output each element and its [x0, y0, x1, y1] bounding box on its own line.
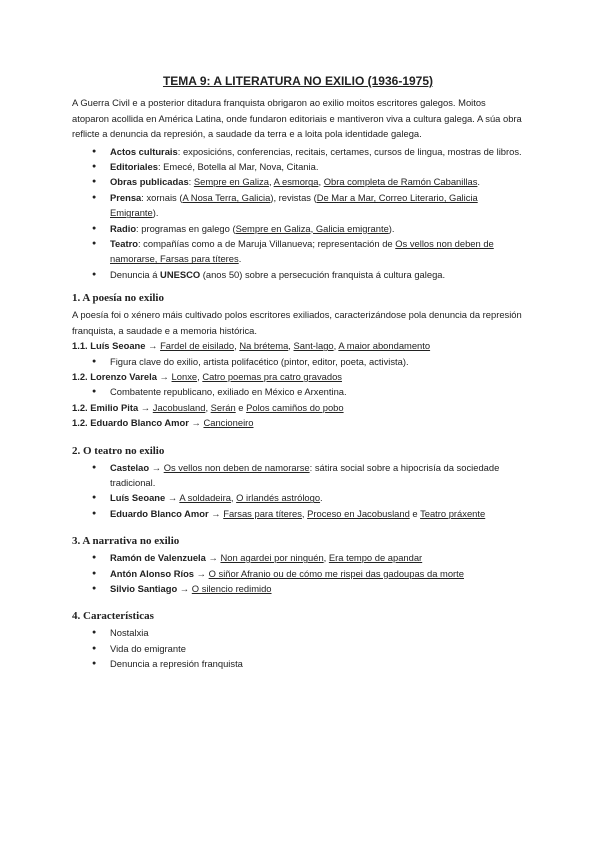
work-title: Jacobusland: [152, 401, 206, 413]
work-title: Polos camiños do pobo: [246, 401, 344, 413]
list-item: ● Denuncia a represión franquista: [110, 656, 524, 671]
list-item: ● Teatro: compañías como a de Maruja Villanueva; representación de Os vellos non deben de namorarse, Farsas para títeres.: [110, 236, 524, 267]
teatro-list: [72, 460, 524, 522]
narrativa-list: [72, 550, 524, 596]
work-title: A maior abondamento: [338, 340, 431, 352]
section-heading: 4. Características: [72, 610, 154, 623]
work-title: Serán: [210, 401, 236, 413]
intro-paragraph: A Guerra Civil e a posterior ditadura franquista obrigaron ao exilio moitos escritores galegos. Moitos atoparon acollida en América Latina, onde fundaron editoriais e mantiveron viva a cultura galega. A súa obra reflicte a denuncia da represión, a saudade da terra e a loita pola identidade galega.: [72, 97, 522, 140]
author-name: Lorenzo Varela: [90, 370, 157, 382]
list-item: ● Vida do emigrante: [110, 641, 524, 656]
author-line: 1.1. Luís Seoane → Fardel de eisilado, Na brétema, Sant-lago, A maior abondamento: [72, 340, 431, 352]
work-title: Proceso en Jacobusland: [307, 507, 410, 519]
caracteristicas-list: [72, 625, 524, 671]
list-item: ● Ramón de Valenzuela → Non agardei por ninguén, Era tempo de apandar: [110, 550, 524, 565]
work-title: O irlandés astrólogo: [236, 492, 321, 504]
list-item: ● Prensa: xornais (A Nosa Terra, Galicia), revistas (De Mar a Mar, Correo Literario, Galicia Emigrante).: [110, 190, 524, 221]
section-heading: 1. A poesía no exilio: [72, 292, 164, 305]
work-title: Non agardei por ninguén: [220, 552, 324, 564]
author-name: Emilio Pita: [90, 401, 139, 413]
work-title: Sempre en Galiza: [193, 176, 269, 188]
section-heading: 2. O teatro no exilio: [72, 444, 165, 457]
author-notes: [72, 384, 524, 399]
author-line: 1.2. Emilio Pita → Jacobusland, Serán e Polos camiños do pobo: [72, 401, 344, 413]
work-title: Obra completa de Ramón Cabanillas: [323, 176, 478, 188]
list-item: ● Silvio Santiago → O silencio redimido: [110, 581, 524, 596]
work-title: Na brétema: [239, 340, 289, 352]
work-title: Os vellos non deben de namorarse, Farsas para títeres: [110, 238, 494, 265]
list-item: ● Figura clave do exilio, artista polifacético (pintor, editor, poeta, activista).: [110, 354, 524, 369]
list-item: ● Actos culturais: exposicións, conferencias, recitais, certames, cursos de lingua, mostras de libros.: [110, 144, 524, 159]
work-title: Lonxe: [171, 370, 198, 382]
list-item: ● Combatente republicano, exiliado en México e Arxentina.: [110, 384, 524, 399]
work-title: O silencio redimido: [191, 582, 272, 594]
author-line: 1.2. Lorenzo Varela → Lonxe, Catro poemas pra catro gravados: [72, 370, 342, 382]
document-title: TEMA 9: A LITERATURA NO EXILIO (1936-1975): [162, 74, 434, 88]
work-title: A esmorga: [273, 176, 319, 188]
work-title: Teatro práxente: [420, 507, 486, 519]
work-title: Catro poemas pra catro gravados: [202, 370, 342, 382]
author-name: Eduardo Blanco Amor: [90, 417, 189, 429]
document-page: [72, 74, 524, 672]
section-paragraph: A poesía foi o xénero máis cultivado polos escritores exiliados, caracterizándose pola denuncia da represión franquista, a saudade e a memoria histórica.: [72, 309, 522, 336]
author-name: Luís Seoane: [90, 340, 146, 352]
list-item: ● Castelao → Os vellos non deben de namorarse: sátira social sobre a hipocrisía da sociedade tradicional.: [110, 460, 524, 491]
intro-list: [72, 144, 524, 283]
work-title: Farsas para títeres: [223, 507, 302, 519]
list-item: ● Obras publicadas: Sempre en Galiza, A esmorga, Obra completa de Ramón Cabanillas.: [110, 174, 524, 189]
section-heading: 3. A narrativa no exilio: [72, 535, 180, 548]
work-title: Fardel de eisilado: [160, 340, 235, 352]
list-item: ● Editoriales: Emecé, Botella al Mar, Nova, Citania.: [110, 159, 524, 174]
work-title: O siñor Afranio ou de cómo me rispei das gadoupas da morte: [208, 567, 464, 579]
list-item: ● Radio: programas en galego (Sempre en Galiza, Galicia emigrante).: [110, 221, 524, 236]
list-item: ● Antón Alonso Ríos → O siñor Afranio ou de cómo me rispei das gadoupas da morte: [110, 566, 524, 581]
work-title: Sempre en Galiza, Galicia emigrante: [235, 222, 389, 234]
work-title: De Mar a Mar, Correo Literario, Galicia Emigrante: [110, 191, 478, 219]
list-item: ● Nostalxia: [110, 625, 524, 640]
list-item: ● Denuncia á UNESCO (anos 50) sobre a persecución franquista á cultura galega.: [110, 267, 524, 282]
work-title: Os vellos non deben de namorarse: [163, 461, 310, 473]
work-title: Era tempo de apandar: [328, 552, 423, 564]
author-line: 1.2. Eduardo Blanco Amor → Cancioneiro: [72, 417, 254, 429]
list-item: ● Luís Seoane → A soldadeira, O irlandés astrólogo.: [110, 490, 524, 505]
work-title: Sant-lago: [293, 340, 334, 352]
work-title: A Nosa Terra, Galicia: [182, 191, 271, 203]
work-title: Cancioneiro: [203, 417, 254, 429]
work-title: A soldadeira: [179, 492, 231, 504]
author-notes: [72, 354, 524, 369]
list-item: ● Eduardo Blanco Amor → Farsas para títeres, Proceso en Jacobusland e Teatro práxente: [110, 506, 524, 521]
